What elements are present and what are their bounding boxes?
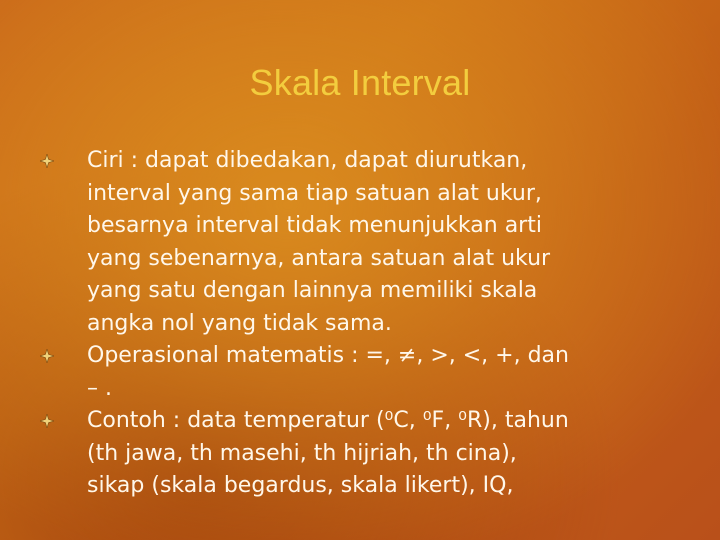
four-point-star-icon — [40, 349, 54, 363]
bullet-line: – . — [87, 375, 112, 401]
bullet-line: sikap (skala begardus, skala likert), IQ, — [87, 473, 514, 498]
bullet-line: Ciri : dapat dibedakan, dapat diurutkan, — [87, 148, 528, 173]
bullet-line: interval yang sama tiap satuan alat ukur, — [87, 180, 542, 206]
four-point-star-icon — [40, 154, 54, 168]
bullet-line: yang satu dengan lainnya memiliki skala — [87, 278, 538, 303]
four-point-star-icon — [40, 414, 54, 428]
bullet-item-contoh — [38, 405, 720, 503]
bullet-line: Operasional matematis : =, ≠, >, <, +, dan — [87, 343, 569, 368]
bullet-item-operasional — [38, 340, 720, 405]
bullet-line: yang sebenarnya, antara satuan alat ukur — [87, 245, 551, 271]
bullet-item-ciri — [38, 145, 720, 340]
bullet-list — [38, 145, 720, 503]
bullet-line: besarnya interval tidak menunjukkan arti — [87, 213, 542, 238]
bullet-line: (th jawa, th masehi, th hijriah, th cina), — [87, 440, 517, 466]
bullet-line: Contoh : data temperatur (⁰C, ⁰F, ⁰R), tahun — [87, 408, 569, 433]
bullet-line: angka nol yang tidak sama. — [87, 310, 392, 336]
slide-title: Skala Interval — [249, 62, 471, 103]
